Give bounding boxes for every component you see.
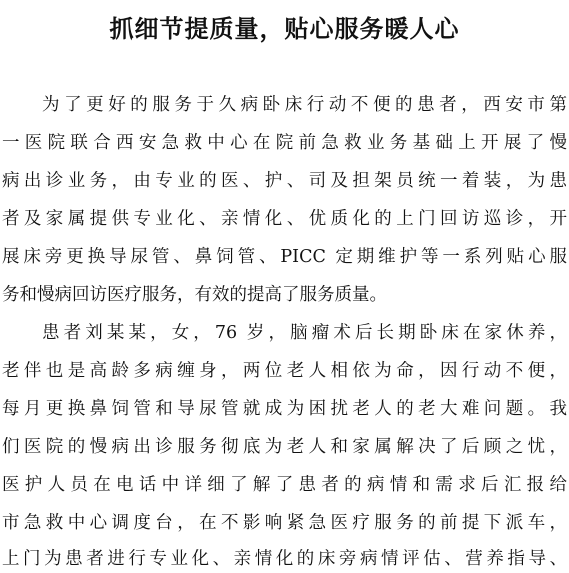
- paragraph-1-line-3: 病出诊业务，由专业的医、护、司及担架员统一着装，为患: [2, 171, 567, 191]
- paragraph-1-line-2: 一医院联合西安急救中心在院前急救业务基础上开展了慢: [2, 133, 567, 153]
- paragraph-2-line-6: 市急救中心调度台，在不影响紧急医疗服务的前提下派车，: [2, 513, 567, 533]
- paragraph-2-line-1: 患者刘某某，女，76 岁，脑瘤术后长期卧床在家休养，: [42, 323, 567, 343]
- paragraph-2-line-2: 老伴也是高龄多病缠身，两位老人相依为命，因行动不便，: [2, 361, 567, 381]
- paragraph-2-line-3: 每月更换鼻饲管和导尿管就成为困扰老人的老大难问题。我: [2, 399, 567, 419]
- paragraph-1-line-5: 展床旁更换导尿管、鼻饲管、PICC 定期维护等一系列贴心服: [2, 247, 567, 267]
- paragraph-2-line-5: 医护人员在电话中详细了解了患者的病情和需求后汇报给: [2, 475, 567, 495]
- document-title: 抓细节提质量，贴心服务暖人心: [109, 14, 460, 43]
- paragraph-1-line-1: 为了更好的服务于久病卧床行动不便的患者，西安市第: [42, 95, 567, 115]
- paragraph-1-line-6: 务和慢病回访医疗服务，有效的提高了服务质量。: [2, 285, 387, 305]
- paragraph-2-line-7: 上门为患者进行专业化、亲情化的床旁病情评估、营养指导、: [2, 549, 567, 569]
- paragraph-1-line-4: 者及家属提供专业化、亲情化、优质化的上门回访巡诊，开: [2, 209, 567, 229]
- paragraph-2-line-4: 们医院的慢病出诊服务彻底为老人和家属解决了后顾之忧，: [2, 437, 567, 457]
